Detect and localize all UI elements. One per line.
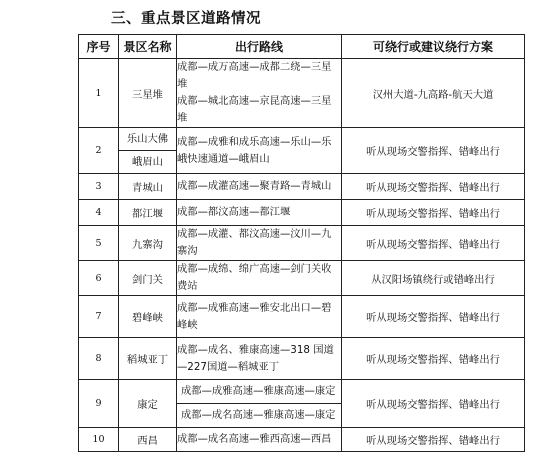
detour-advice: 听从现场交警指挥、错峰出行 (342, 428, 525, 452)
scenic-name: 青城山 (119, 174, 177, 200)
row-number: 8 (79, 338, 119, 380)
scenic-name: 稻城亚丁 (119, 338, 177, 380)
table-row (79, 226, 525, 261)
scenic-name: 康定 (119, 380, 177, 428)
route-text: 成都—成灌高速—聚青路—青城山 (177, 174, 342, 200)
route-text: 成都—成雅高速—雅安北出口—碧峰峡 (177, 296, 342, 338)
table-row (79, 174, 525, 200)
table-row (79, 261, 525, 296)
table-header-row (79, 35, 525, 59)
scenic-name: 碧峰峡 (119, 296, 177, 338)
detour-advice: 汉州大道-九高路-航天大道 (342, 59, 525, 128)
row-number: 2 (79, 128, 119, 174)
scenic-name: 剑门关 (119, 261, 177, 296)
route-text: 成都—都汶高速—都江堰 (177, 200, 342, 226)
route-text: 成都—成名高速—雅康高速—康定 (177, 403, 341, 427)
route-text: 成都—成名、雅康高速—318 国道—227国道—稻城亚丁 (177, 338, 342, 380)
header-route: 出行路线 (177, 35, 342, 59)
table-row (79, 200, 525, 226)
detour-advice: 听从现场交警指挥、错峰出行 (342, 296, 525, 338)
header-no: 序号 (79, 35, 119, 59)
row-number: 1 (79, 59, 119, 128)
section-title: 三、重点景区道路情况 (111, 11, 261, 27)
header-detour: 可绕行或建议绕行方案 (342, 35, 525, 59)
row-number: 9 (79, 380, 119, 428)
route-cell (177, 380, 342, 428)
detour-advice: 听从现场交警指挥、错峰出行 (342, 338, 525, 380)
detour-advice: 听从现场交警指挥、错峰出行 (342, 174, 525, 200)
scenic-name: 乐山大佛 (126, 133, 169, 145)
scenic-name: 三星堆 (119, 59, 177, 128)
detour-advice: 听从现场交警指挥、错峰出行 (342, 200, 525, 226)
detour-advice: 听从现场交警指挥、错峰出行 (342, 128, 525, 174)
row-number: 10 (79, 428, 119, 452)
row-number: 5 (79, 226, 119, 261)
detour-advice: 听从现场交警指挥、错峰出行 (342, 226, 525, 261)
table-row (79, 428, 525, 452)
route-text: 成都—成绵、绵广高速—剑门关收费站 (177, 261, 342, 296)
scenic-name: 都江堰 (119, 200, 177, 226)
route-text: 成都—成雅和成乐高速—乐山—乐峨快速通道—峨眉山 (177, 128, 342, 174)
table-row (79, 59, 525, 128)
scenic-name: 峨眉山 (119, 150, 176, 173)
route-text: 成都—成万高速—成都二绕—三星堆 (177, 61, 332, 90)
row-number: 4 (79, 200, 119, 226)
detour-advice: 从汉阳场镇绕行或错峰出行 (342, 261, 525, 296)
table-row (79, 338, 525, 380)
roads-table (78, 34, 525, 452)
row-number: 3 (79, 174, 119, 200)
table-row (79, 380, 525, 428)
header-scenic-name: 景区名称 (119, 35, 177, 59)
scenic-name-cell (119, 128, 177, 174)
detour-advice: 听从现场交警指挥、错峰出行 (342, 380, 525, 428)
route-text: 成都—成灌、都汶高速—汶川—九寨沟 (177, 226, 342, 261)
route-text: 成都—成雅高速—雅康高速—康定 (181, 385, 336, 397)
row-number: 6 (79, 261, 119, 296)
route-cell (177, 59, 342, 128)
table-row (79, 128, 525, 174)
row-number: 7 (79, 296, 119, 338)
table-row (79, 296, 525, 338)
route-text: 成都—成名高速—雅西高速—西昌 (177, 428, 342, 452)
route-text: 成都—城北高速—京昆高速—三星堆 (177, 95, 332, 124)
scenic-name: 西昌 (119, 428, 177, 452)
scenic-name: 九寨沟 (119, 226, 177, 261)
